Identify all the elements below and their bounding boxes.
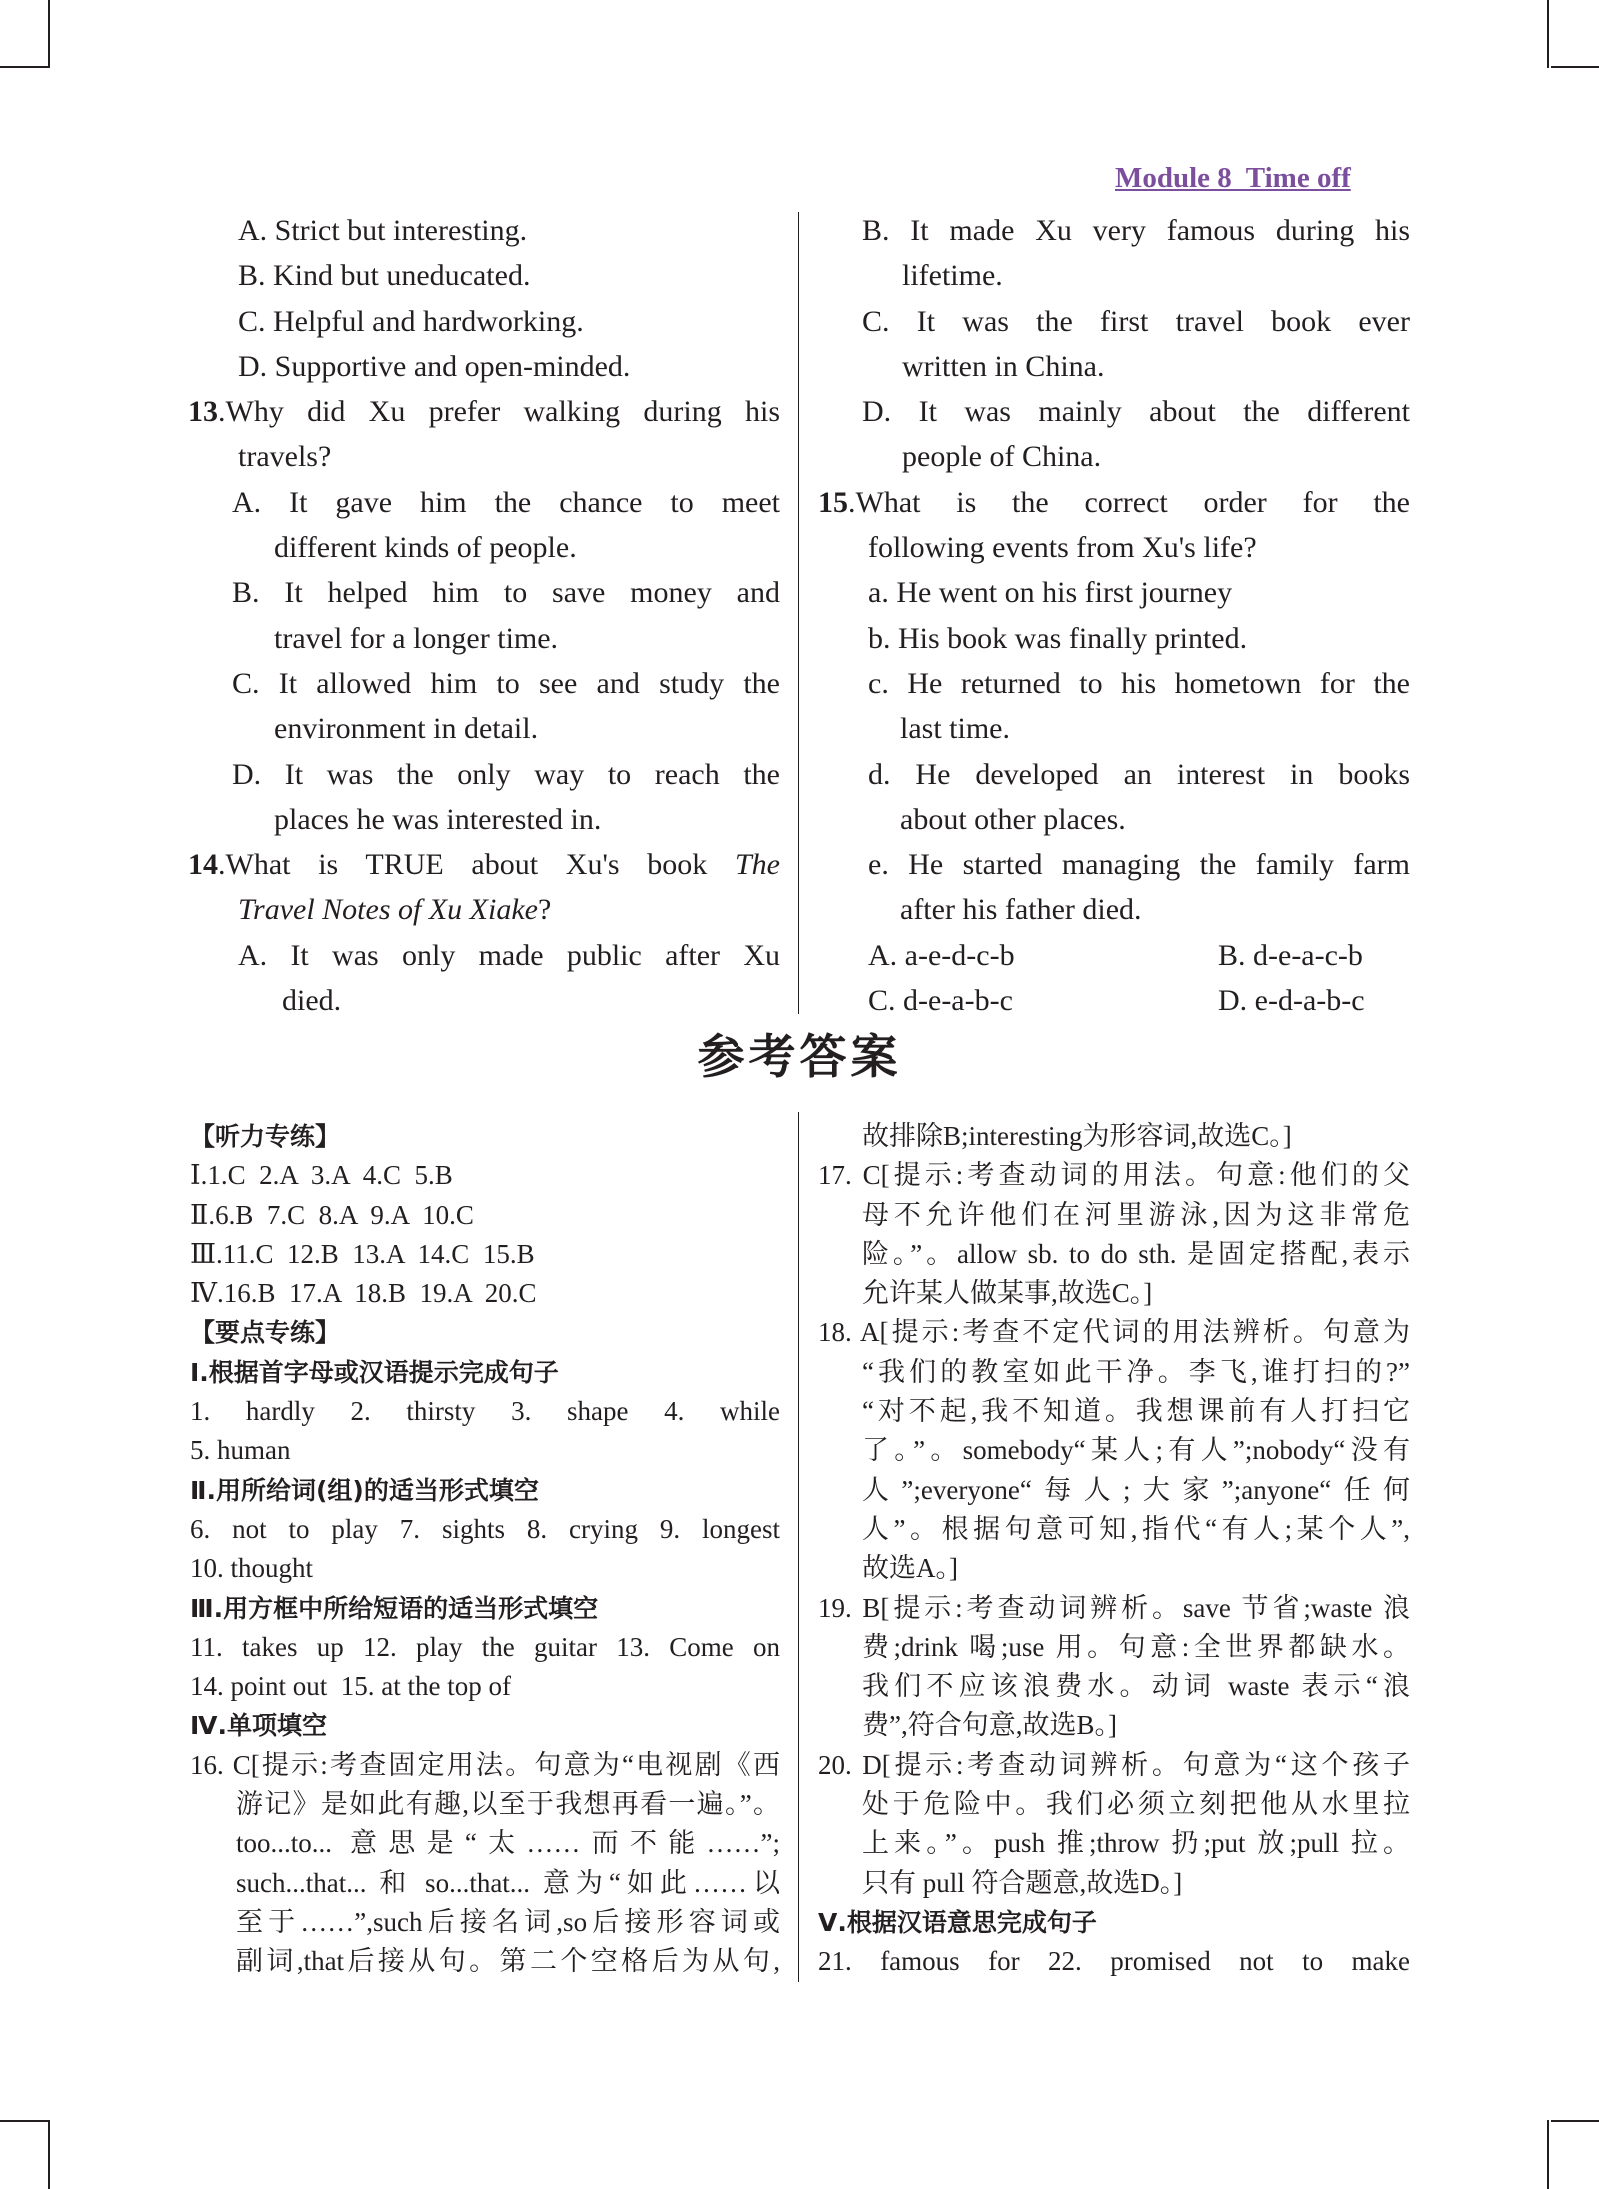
q14-stem xyxy=(188,842,780,887)
q15-option-d: D. e-d-a-b-c xyxy=(1218,984,1365,1018)
subsection-5-heading: Ⅴ.根据汉语意思完成句子 xyxy=(818,1907,1097,1937)
q12-option-a: A. Strict but interesting. xyxy=(238,214,528,247)
section-heading-points: 【要点专练】 xyxy=(190,1318,341,1348)
question-number: 15 xyxy=(818,485,848,519)
q17-answer-line: 母不允许他们在河里游泳,因为这非常危 xyxy=(862,1199,1410,1230)
q18-answer-line: “我们的教室如此干净。李飞,谁打扫的?” xyxy=(862,1356,1410,1387)
q17-answer-line: 17. C[提示:考查动词的用法。句意:他们的父 xyxy=(818,1160,1410,1191)
listening-answers-1: Ⅰ.1.C 2.A 3.A 4.C 5.B xyxy=(190,1160,453,1191)
question-number: 14 xyxy=(188,848,218,882)
q15-event-d: d. He developed an interest in books xyxy=(868,757,1410,791)
section-heading-listening: 【听力专练】 xyxy=(190,1122,341,1151)
q15-event-e-cont: after his father died. xyxy=(900,893,1142,927)
crop-mark xyxy=(48,0,50,68)
q17-answer-line: 允许某人做某事,故选C。] xyxy=(862,1278,1153,1309)
q14-option-a-cont: died. xyxy=(282,984,342,1018)
q15-options-row1 xyxy=(818,933,1410,978)
q16-answer-line: 16. C[提示:考查固定用法。句意为“电视剧《西 xyxy=(190,1749,780,1780)
q15-option-c: C. d-e-a-b-c xyxy=(868,984,1013,1018)
answers-column-left xyxy=(190,1117,780,1982)
question-number: 13 xyxy=(188,395,218,429)
q16-answer-cont: 故排除B;interesting为形容词,故选C。] xyxy=(862,1121,1292,1151)
q14-option-d: D. It was mainly about the different xyxy=(862,395,1410,429)
q18-answer-line: 人”。根据句意可知,指代“有人;某个人”, xyxy=(862,1513,1410,1544)
q14-option-b: B. It made Xu very famous during his xyxy=(862,214,1410,247)
q18-answer-line: 18. A[提示:考查不定代词的用法辨析。句意为 xyxy=(818,1317,1410,1348)
listening-answers-4: Ⅳ.16.B 17.A 18.B 19.A 20.C xyxy=(190,1278,537,1309)
subsection-1-answers-cont: 5. human xyxy=(190,1435,291,1466)
q18-answer-line: 人”;everyone“每人;大家”;anyone“任何 xyxy=(862,1474,1410,1505)
subsection-3-answers-cont: 14. point out 15. at the top of xyxy=(190,1671,511,1702)
q15-stem-line2: following events from Xu's life? xyxy=(868,531,1257,565)
q14-option-a: A. It was only made public after Xu xyxy=(238,938,780,972)
q13-option-a-cont: different kinds of people. xyxy=(274,531,577,565)
q20-answer-line: 20. D[提示:考查动词辨析。句意为“这个孩子 xyxy=(818,1749,1410,1780)
q13-option-b: B. It helped him to save money and xyxy=(232,576,780,610)
column-divider xyxy=(798,212,799,1014)
subsection-2-heading: Ⅱ.用所给词(组)的适当形式填空 xyxy=(190,1475,539,1505)
q12-option-b: B. Kind but uneducated. xyxy=(238,259,531,293)
subsection-2-answers-cont: 10. thought xyxy=(190,1553,314,1584)
answers-title: 参考答案 xyxy=(697,1030,902,1085)
q16-answer-line: too...to... 意思是“太……而不能……”; xyxy=(236,1828,780,1859)
q13-option-d-cont: places he was interested in. xyxy=(274,802,602,836)
q14-book-title-1: The xyxy=(735,848,780,882)
q13-stem xyxy=(188,389,780,434)
q19-answer-line: 费”,符合句意,故选B。] xyxy=(862,1710,1117,1741)
subsection-3-answers: 11. takes up 12. play the guitar 13. Come on xyxy=(190,1631,780,1662)
q15-option-b: B. d-e-a-c-b xyxy=(1218,938,1363,972)
q15-option-a: A. a-e-d-c-b xyxy=(868,938,1015,972)
q15-event-b: b. His book was finally printed. xyxy=(868,621,1248,655)
q18-answer-line: 故选A。] xyxy=(862,1553,958,1584)
q18-answer-line: “对不起,我不知道。我想课前有人打扫它 xyxy=(862,1396,1410,1427)
crop-mark xyxy=(1551,2120,1599,2122)
q14-option-b-cont: lifetime. xyxy=(902,259,1003,293)
q12-option-d: D. Supportive and open-minded. xyxy=(238,349,631,383)
q14-stem-text: .What is TRUE about Xu's book xyxy=(218,848,735,882)
q15-event-c: c. He returned to his hometown for the xyxy=(868,666,1410,700)
crop-mark xyxy=(1547,0,1549,68)
q13-option-d: D. It was the only way to reach the xyxy=(232,757,780,791)
q20-answer-line: 上来。”。push 推;throw 扔;put 放;pull 拉。 xyxy=(862,1828,1410,1859)
subsection-5-answers: 21. famous for 22. promised not to make xyxy=(818,1946,1410,1977)
q13-stem-line1: .Why did Xu prefer walking during his xyxy=(218,395,780,429)
answers-column-divider xyxy=(798,1112,799,1982)
crop-mark xyxy=(48,2120,50,2189)
subsection-1-heading: Ⅰ.根据首字母或汉语提示完成句子 xyxy=(190,1357,559,1387)
q15-event-d-cont: about other places. xyxy=(900,802,1126,836)
q16-answer-line: such...that... 和 so...that... 意为“如此……以 xyxy=(236,1867,780,1898)
q20-answer-line: 只有 pull 符合题意,故选D。] xyxy=(862,1867,1183,1898)
q16-answer-line: 副词,that后接从句。第二个空格后为从句, xyxy=(236,1946,780,1977)
q12-option-c: C. Helpful and hardworking. xyxy=(238,304,584,338)
q15-event-c-cont: last time. xyxy=(900,712,1010,746)
q13-stem-line2: travels? xyxy=(238,440,332,474)
crop-mark xyxy=(0,66,48,68)
question-column-left xyxy=(188,208,780,1023)
q14-book-title-2: Travel Notes of Xu Xiake xyxy=(238,893,538,927)
q20-answer-line: 处于危险中。我们必须立刻把他从水里拉 xyxy=(862,1789,1410,1820)
q16-answer-line: 至于……”,such后接名词,so后接形容词或 xyxy=(236,1906,780,1937)
listening-answers-2: Ⅱ.6.B 7.C 8.A 9.A 10.C xyxy=(190,1199,474,1230)
crop-mark xyxy=(1547,2120,1549,2189)
module-title: Module 8 Time off xyxy=(1115,162,1351,194)
listening-answers-3: Ⅲ.11.C 12.B 13.A 14.C 15.B xyxy=(190,1238,535,1269)
q19-answer-line: 费;drink 喝;use 用。句意:全世界都缺水。 xyxy=(862,1631,1410,1662)
q15-stem xyxy=(818,480,1410,525)
subsection-2-answers: 6. not to play 7. sights 8. crying 9. longest xyxy=(190,1513,780,1544)
q13-option-c: C. It allowed him to see and study the xyxy=(232,666,780,700)
q15-stem-line1: .What is the correct order for the xyxy=(848,485,1410,519)
subsection-3-heading: Ⅲ.用方框中所给短语的适当形式填空 xyxy=(190,1593,599,1623)
q15-options-row2 xyxy=(818,978,1410,1023)
q14-stem-line2 xyxy=(188,887,780,932)
subsection-4-heading: Ⅳ.单项填空 xyxy=(190,1711,327,1741)
q13-option-b-cont: travel for a longer time. xyxy=(274,621,559,655)
q13-option-a: A. It gave him the chance to meet xyxy=(232,485,780,519)
subsection-1-answers: 1. hardly 2. thirsty 3. shape 4. while xyxy=(190,1396,780,1427)
question-column-right xyxy=(818,208,1410,1023)
q14-option-c-cont: written in China. xyxy=(902,349,1105,383)
q13-option-c-cont: environment in detail. xyxy=(274,712,539,746)
q14-option-c: C. It was the first travel book ever xyxy=(862,304,1410,338)
crop-mark xyxy=(1551,66,1599,68)
q15-event-a: a. He went on his first journey xyxy=(868,576,1233,610)
q14-question-mark: ? xyxy=(537,893,552,927)
crop-mark xyxy=(0,2120,48,2122)
answers-column-right xyxy=(818,1117,1410,1982)
q18-answer-line: 了。”。somebody“某人;有人”;nobody“没有 xyxy=(862,1435,1410,1466)
q16-answer-line: 游记》是如此有趣,以至于我想再看一遍。”。 xyxy=(236,1789,780,1820)
q15-event-e: e. He started managing the family farm xyxy=(868,848,1410,882)
q14-option-d-cont: people of China. xyxy=(902,440,1102,474)
q17-answer-line: 险。”。allow sb. to do sth. 是固定搭配,表示 xyxy=(862,1238,1410,1269)
q19-answer-line: 19. B[提示:考查动词辨析。save 节省;waste 浪 xyxy=(818,1592,1410,1623)
q19-answer-line: 我们不应该浪费水。动词 waste 表示“浪 xyxy=(862,1671,1410,1702)
